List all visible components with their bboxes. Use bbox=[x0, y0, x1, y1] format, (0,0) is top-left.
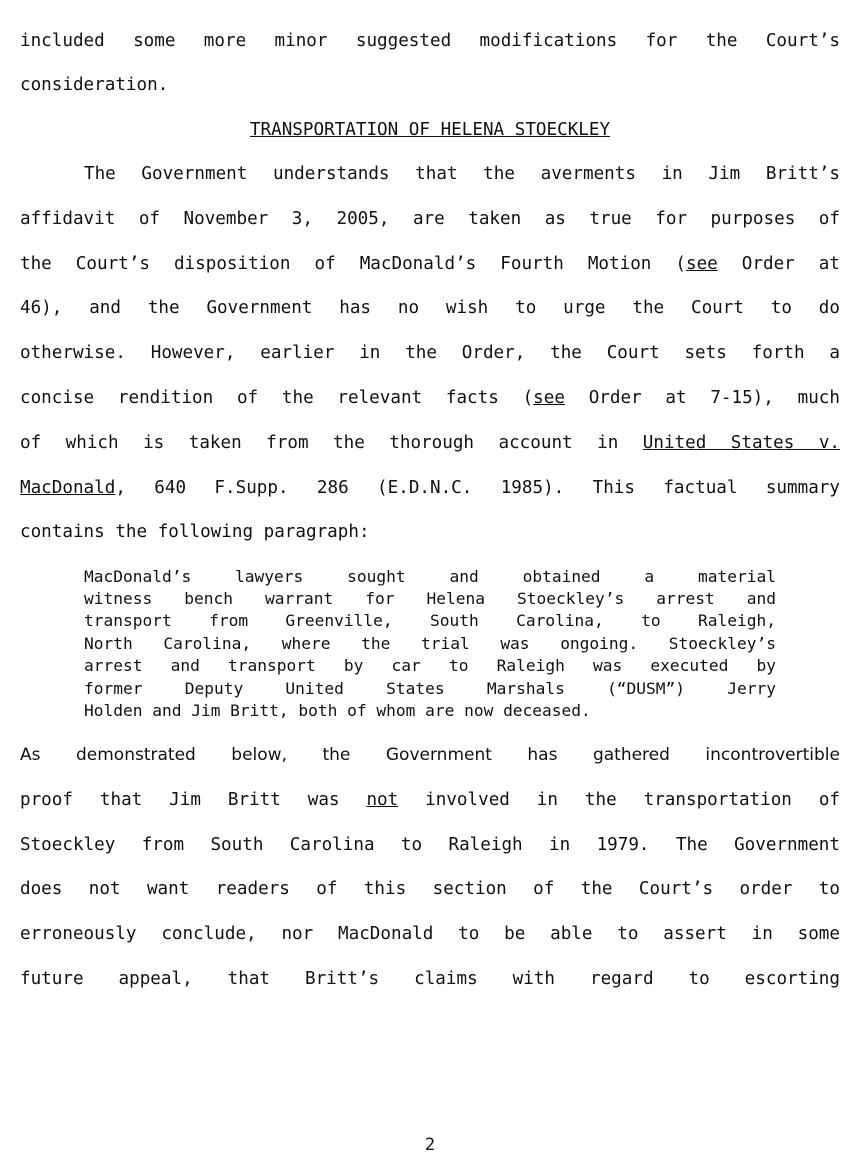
quote-line-3: transport from Greenville, South Carolina, to Raleigh, bbox=[84, 611, 776, 630]
para1-line-5: otherwise. However, earlier in the Order, the Court sets forth a bbox=[20, 343, 840, 363]
para1-line-9: contains the following paragraph: bbox=[20, 522, 370, 542]
quote-line-4: North Carolina, where the trial was ongoing. Stoeckley’s bbox=[84, 634, 776, 653]
see-signal: see bbox=[686, 254, 718, 274]
para1-line-2: affidavit of November 3, 2005, are taken as true for purposes of bbox=[20, 209, 840, 229]
page-number: 2 bbox=[424, 1135, 436, 1155]
para2-line-2-text-b: involved in the transportation of bbox=[398, 790, 841, 810]
intro-line-1: included some more minor suggested modifications for the Court’s bbox=[20, 31, 840, 51]
para1-line-3-text-b: Order at bbox=[717, 254, 840, 274]
quote-line-6: former Deputy United States Marshals (“DUSM”) Jerry bbox=[84, 679, 776, 698]
para1-line-3-text-a: the Court’s disposition of MacDonald’s Fourth Motion ( bbox=[20, 254, 686, 274]
para2-line-2-text-a: proof that Jim Britt was bbox=[20, 790, 367, 810]
quote-line-2: witness bench warrant for Helena Stoeckley’s arrest and bbox=[84, 589, 776, 608]
section-heading: TRANSPORTATION OF HELENA STOECKLEY bbox=[249, 120, 611, 140]
para1-line-4: 46), and the Government has no wish to urge the Court to do bbox=[20, 298, 840, 318]
para2-line-5: erroneously conclude, nor MacDonald to be able to assert in some bbox=[20, 924, 840, 944]
quote-line-5: arrest and transport by car to Raleigh was executed by bbox=[84, 656, 776, 675]
quote-line-7: Holden and Jim Britt, both of whom are now deceased. bbox=[84, 701, 591, 720]
emphasis-not: not bbox=[366, 790, 399, 810]
para1-line-6 bbox=[20, 387, 840, 409]
para1-line-7-text-a: of which is taken from the thorough account in bbox=[20, 433, 643, 453]
para1-line-6-text-a: concise rendition of the relevant facts ( bbox=[20, 388, 534, 408]
para1-line-6-text-b: Order at 7-15), much bbox=[564, 388, 840, 408]
para1-line-8 bbox=[20, 477, 840, 499]
intro-line-2: consideration. bbox=[20, 75, 169, 95]
para1-line-1: The Government understands that the averments in Jim Britt’s bbox=[84, 164, 840, 184]
para2-line-6: future appeal, that Britt’s claims with regard to escorting bbox=[20, 969, 840, 989]
para2-line-2 bbox=[20, 789, 840, 811]
para1-line-7 bbox=[20, 432, 840, 454]
para1-line-3 bbox=[20, 253, 840, 275]
see-signal: see bbox=[533, 388, 565, 408]
case-citation: MacDonald bbox=[20, 478, 116, 498]
para2-line-1: As demonstrated below, the Government has gathered incontrovertible bbox=[20, 745, 840, 765]
para2-line-3: Stoeckley from South Carolina to Raleigh in 1979. The Government bbox=[20, 835, 840, 855]
quote-line-1: MacDonald’s lawyers sought and obtained a material bbox=[84, 567, 776, 586]
para1-line-8-text-b: , 640 F.Supp. 286 (E.D.N.C. 1985). This factual summary bbox=[115, 478, 840, 498]
para2-line-4: does not want readers of this section of the Court’s order to bbox=[20, 879, 840, 899]
case-citation: United States v. bbox=[642, 433, 841, 453]
